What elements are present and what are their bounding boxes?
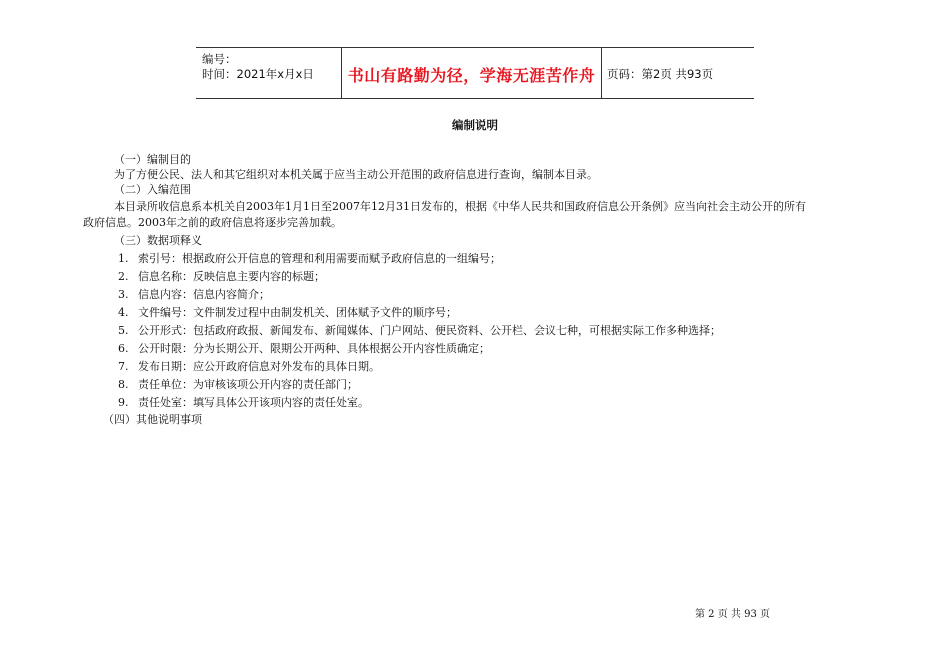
header-motto: 书山有路勤为径，学海无涯苦作舟	[347, 66, 596, 85]
list-item	[118, 396, 369, 410]
list-item-text: 信息内容：信息内容简介；	[138, 288, 270, 301]
list-item	[118, 324, 721, 338]
header-left-cell	[196, 48, 341, 98]
section-1-heading: （一）编制目的	[114, 153, 191, 166]
list-item-text: 索引号：根据政府公开信息的管理和利用需要而赋予政府信息的一组编号；	[138, 252, 501, 265]
list-item	[118, 288, 270, 302]
section-2-body-line-1: 本目录所收信息系本机关自2003年1月1日至2007年12月31日发布的，根据《中华人民共和国政府信息公开条例》应当向社会主动公开的所有	[114, 200, 806, 213]
header-page-cell	[601, 48, 754, 98]
list-item-number: 2.	[118, 270, 129, 283]
list-item-number: 9.	[118, 396, 129, 409]
list-item-text: 公开时限：分为长期公开、限期公开两种、具体根据公开内容性质确定；	[138, 342, 490, 355]
list-item	[118, 360, 380, 374]
list-item-text: 责任处室：填写具体公开该项内容的责任处室。	[138, 396, 369, 409]
header-bianhao: 编号：	[202, 52, 237, 66]
page-footer: 第 2 页 共 93 页	[695, 609, 770, 620]
list-item-number: 4.	[118, 306, 129, 319]
list-item-text: 信息名称：反映信息主要内容的标题；	[138, 270, 325, 283]
list-item	[118, 342, 490, 356]
header-page-code: 页码：第2页 共93页	[607, 67, 714, 81]
list-item	[118, 306, 457, 320]
list-item-text: 发布日期：应公开政府信息对外发布的具体日期。	[138, 360, 380, 373]
list-item-text: 责任单位：为审核该项公开内容的责任部门；	[138, 378, 358, 391]
section-1-body: 为了方便公民、法人和其它组织对本机关属于应当主动公开范围的政府信息进行查询，编制本目录。	[114, 168, 598, 181]
list-item-number: 7.	[118, 360, 129, 373]
list-item	[118, 252, 501, 266]
list-item-number: 6.	[118, 342, 129, 355]
section-4-heading: （四）其他说明事项	[103, 413, 202, 426]
list-item-number: 3.	[118, 288, 129, 301]
list-item-number: 8.	[118, 378, 129, 391]
list-item-text: 文件编号：文件制发过程中由制发机关、团体赋予文件的顺序号；	[138, 306, 457, 319]
document-title: 编制说明	[452, 118, 498, 132]
list-item-number: 1.	[118, 252, 129, 265]
header-motto-cell	[341, 48, 602, 98]
list-item-number: 5.	[118, 324, 129, 337]
header-shijian: 时间：2021年x月x日	[202, 67, 314, 81]
header-table	[196, 47, 754, 99]
section-2-body-line-2: 政府信息。2003年之前的政府信息将逐步完善加载。	[83, 216, 342, 229]
list-item	[118, 378, 358, 392]
list-item-text: 公开形式：包括政府政报、新闻发布、新闻媒体、门户网站、便民资料、公开栏、会议七种，可根据实际工作多种选择；	[138, 324, 721, 337]
list-item	[118, 270, 325, 284]
section-3-heading: （三）数据项释义	[114, 234, 202, 247]
section-2-heading: （二）入编范围	[114, 183, 191, 196]
